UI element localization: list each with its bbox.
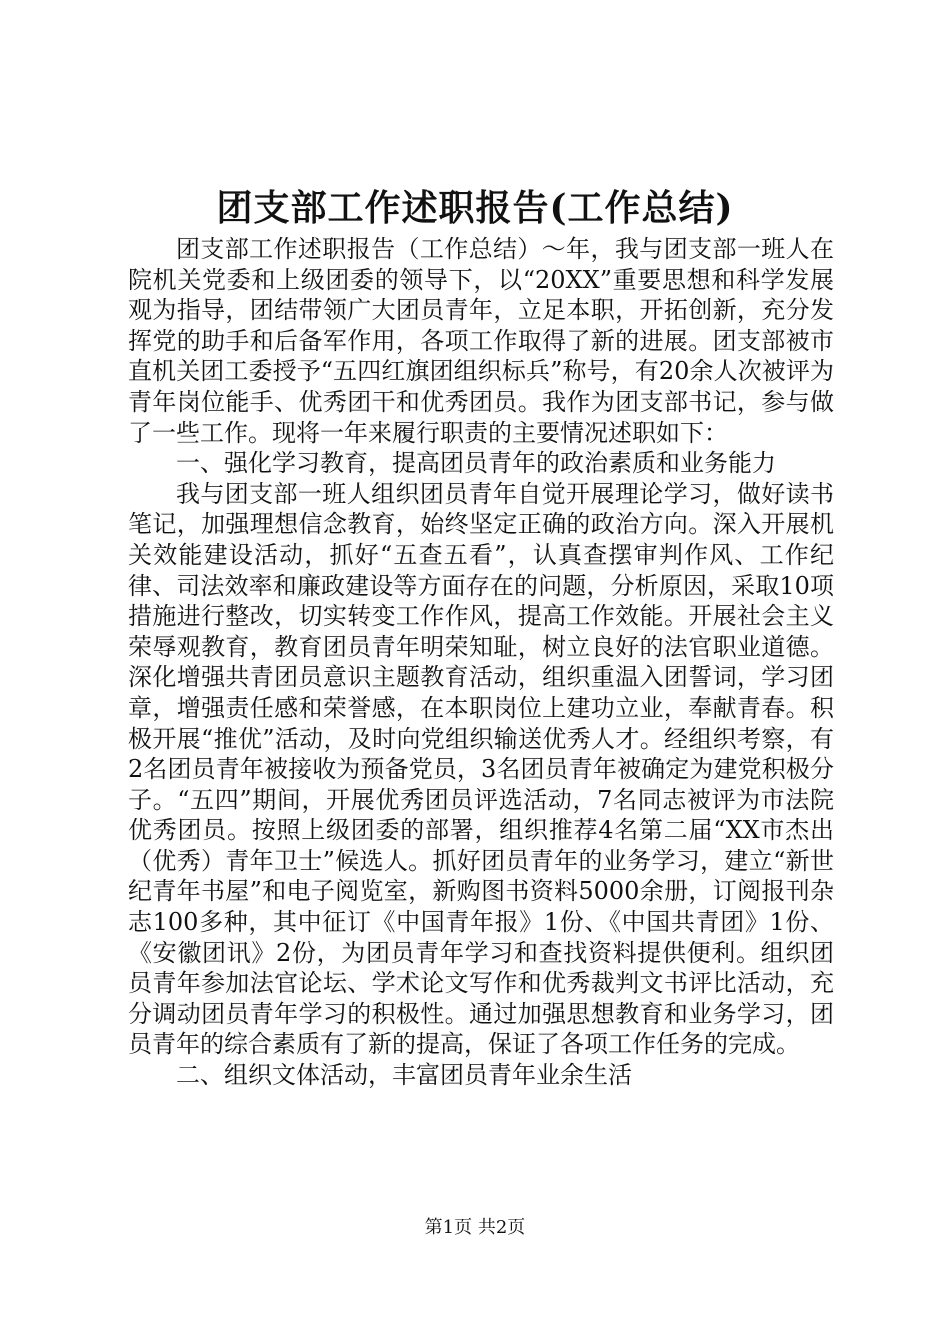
body-paragraph-section-1: 我与团支部一班人组织团员青年自觉开展理论学习，做好读书笔记，加强理想信念教育，始终坚定正确的政治方向。深入开展机关效能建设活动，抓好“五查五看”，认真查摆审判作风、工作纪律、司法效率和廉政建设等方面存在的问题，分析原因，采取10项措施进行整改，切实转变工作作风，提高工作效能。开展社会主义荣辱观教育，教育团员青年明荣知耻，树立良好的法官职业道德。深化增强共青团员意识主题教育活动，组织重温入团誓词，学习团章，增强责任感和荣誉感，在本职岗位上建功立业，奉献青春。积极开展“推优”活动，及时向党组织输送优秀人才。经组织考察，有2名团员青年被接收为预备党员，3名团员青年被确定为建党积极分子。“五四”期间，开展优秀团员评选活动，7名同志被评为市法院优秀团员。按照上级团委的部署，组织推荐4名第二届“XX市杰出（优秀）青年卫士”候选人。抓好团员青年的业务学习，建立“新世纪青年书屋”和电子阅览室，新购图书资料5000余册，订阅报刊杂志100多种，其中征订《中国青年报》1份、《中国共青团》1份、《安徽团讯》2份，为团员青年学习和查找资料提供便利。组织团员青年参加法官论坛、学术论文写作和优秀裁判文书评比活动，充分调动团员青年学习的积极性。通过加强思想教育和业务学习，团员青年的综合素质有了新的提高，保证了各项工作任务的完成。 <box>128 479 834 1059</box>
body-paragraph-intro: 团支部工作述职报告（工作总结）～年，我与团支部一班人在院机关党委和上级团委的领导下，以“20XX”重要思想和科学发展观为指导，团结带领广大团员青年，立足本职，开拓创新，充分发挥党的助手和后备军作用，各项工作取得了新的进展。团支部被市直机关团工委授予“五四红旗团组织标兵”称号，有20余人次被评为青年岗位能手、优秀团干和优秀团员。我作为团支部书记，参与做了一些工作。现将一年来履行职责的主要情况述职如下： <box>128 235 834 447</box>
section-heading-1: 一、强化学习教育，提高团员青年的政治素质和业务能力 <box>176 449 776 478</box>
section-heading-2: 二、组织文体活动，丰富团员青年业余生活 <box>176 1061 632 1090</box>
page-number-footer: 第1页 共2页 <box>424 1217 526 1238</box>
document-title: 团支部工作述职报告(工作总结) <box>216 187 734 229</box>
document-body <box>128 234 834 1091</box>
